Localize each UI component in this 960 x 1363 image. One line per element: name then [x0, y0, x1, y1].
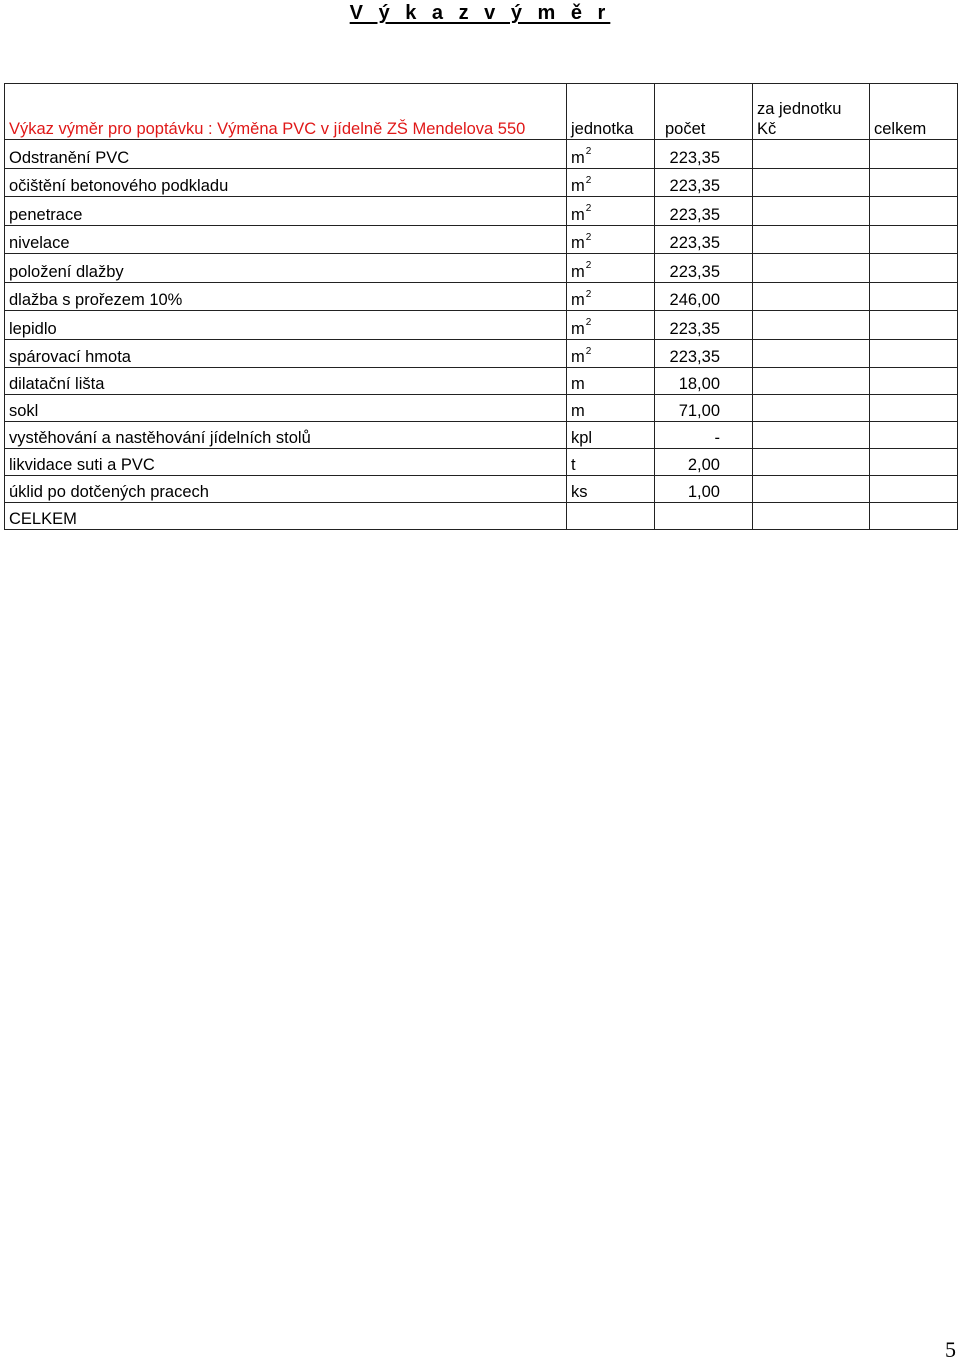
row-unit [567, 476, 655, 503]
row-unit-price [753, 282, 870, 311]
unit-exponent: 2 [585, 288, 592, 300]
row-unit [567, 282, 655, 311]
unit-exponent: 2 [585, 260, 592, 271]
row-unit-price [753, 449, 870, 476]
row-unit-text: m [571, 375, 585, 393]
table-row [5, 368, 958, 395]
footer-total-cell [870, 503, 958, 530]
row-total [870, 225, 958, 254]
row-quantity [655, 254, 753, 283]
row-quantity [655, 395, 753, 422]
header-description: Výkaz výměr pro poptávku : Výměna PVC v jídelně ZŠ Mendelova 550 [5, 84, 567, 140]
row-quantity [655, 282, 753, 311]
table-row [5, 311, 958, 340]
unit-exponent: 2 [585, 203, 592, 214]
row-description [5, 254, 567, 283]
page-number: 5 [945, 1337, 956, 1362]
row-total [870, 368, 958, 395]
row-unit [567, 422, 655, 449]
bill-of-quantities-table [4, 83, 958, 530]
row-unit [567, 197, 655, 226]
row-unit [567, 140, 655, 169]
row-unit [567, 168, 655, 197]
row-unit-text: m [571, 148, 585, 167]
row-description [5, 476, 567, 503]
row-quantity [655, 225, 753, 254]
row-unit-text: m [571, 262, 585, 281]
table-row [5, 225, 958, 254]
row-quantity-text: 223,35 [669, 234, 720, 252]
row-unit [567, 225, 655, 254]
row-description [5, 449, 567, 476]
row-description-text: úklid po dotčených pracech [9, 483, 209, 501]
row-total [870, 449, 958, 476]
row-description-text: spárovací hmota [9, 348, 131, 366]
row-quantity [655, 449, 753, 476]
row-total [870, 197, 958, 226]
row-quantity-text: 246,00 [669, 291, 720, 309]
row-unit-price [753, 225, 870, 254]
row-total [870, 311, 958, 340]
table-row [5, 395, 958, 422]
table-row [5, 339, 958, 368]
row-unit [567, 311, 655, 340]
row-unit [567, 395, 655, 422]
row-description [5, 140, 567, 169]
row-description [5, 168, 567, 197]
row-quantity-text: 2,00 [687, 456, 720, 474]
row-description [5, 422, 567, 449]
row-quantity-text: 18,00 [678, 375, 720, 393]
row-unit-text: m [571, 402, 585, 420]
row-description-text: nivelace [9, 234, 70, 252]
row-description-text: likvidace suti a PVC [9, 456, 155, 474]
row-unit-price [753, 140, 870, 169]
row-unit-text: m [571, 291, 585, 309]
row-description [5, 311, 567, 340]
row-unit [567, 254, 655, 283]
row-quantity-text: 223,35 [669, 319, 720, 338]
row-description-text: položení dlažby [9, 262, 124, 281]
row-description [5, 339, 567, 368]
row-unit-text: ks [571, 483, 588, 501]
header-unit: jednotka [567, 84, 655, 140]
row-quantity-text: 223,35 [669, 262, 720, 281]
table-footer-row [5, 503, 958, 530]
table-row [5, 449, 958, 476]
row-total [870, 140, 958, 169]
row-unit-text: t [571, 456, 576, 474]
row-unit-text: m [571, 319, 585, 338]
row-quantity-text: 1,00 [687, 483, 720, 501]
row-unit [567, 368, 655, 395]
row-quantity [655, 197, 753, 226]
row-description [5, 395, 567, 422]
row-unit-text: m [571, 348, 585, 366]
row-total [870, 168, 958, 197]
row-description-text: penetrace [9, 205, 83, 224]
row-description-text: sokl [9, 402, 39, 420]
header-quantity: počet [655, 84, 753, 140]
header-total: celkem [870, 84, 958, 140]
document-title: V ý k a z v ý m ě r [349, 2, 611, 24]
row-description-text: očištění betonového podkladu [9, 177, 229, 195]
footer-quantity-cell [655, 503, 753, 530]
row-unit-price [753, 311, 870, 340]
table-header-row [5, 84, 958, 140]
row-quantity [655, 476, 753, 503]
row-quantity-text: 223,35 [669, 348, 720, 366]
row-unit-price [753, 422, 870, 449]
row-quantity-text: 223,35 [669, 148, 720, 167]
table-row [5, 197, 958, 226]
row-description [5, 368, 567, 395]
unit-exponent: 2 [585, 345, 592, 357]
row-total [870, 476, 958, 503]
row-quantity-text: - [714, 429, 720, 447]
row-description [5, 225, 567, 254]
row-unit-price [753, 339, 870, 368]
row-description-text: dilatační lišta [9, 375, 105, 393]
row-quantity-text: 223,35 [669, 205, 720, 224]
row-quantity-text: 223,35 [669, 177, 720, 195]
row-total [870, 282, 958, 311]
row-total [870, 254, 958, 283]
unit-exponent: 2 [585, 317, 592, 328]
footer-unit-price-cell [753, 503, 870, 530]
row-quantity [655, 140, 753, 169]
row-quantity [655, 168, 753, 197]
row-description-text: Odstranění PVC [9, 148, 130, 167]
row-quantity [655, 422, 753, 449]
unit-exponent: 2 [585, 231, 592, 243]
row-total [870, 339, 958, 368]
row-description [5, 282, 567, 311]
row-unit-text: m [571, 234, 585, 252]
footer-total-label: CELKEM [5, 503, 567, 530]
row-total [870, 395, 958, 422]
row-unit-price [753, 476, 870, 503]
row-unit-text: m [571, 205, 585, 224]
table-row [5, 282, 958, 311]
table-row [5, 476, 958, 503]
row-unit-text: kpl [571, 429, 593, 447]
table-row [5, 422, 958, 449]
row-description-text: lepidlo [9, 319, 57, 338]
row-unit-price [753, 197, 870, 226]
row-unit-price [753, 254, 870, 283]
row-quantity-text: 71,00 [678, 402, 720, 420]
row-unit-price [753, 368, 870, 395]
unit-exponent: 2 [585, 174, 592, 186]
table-row [5, 254, 958, 283]
row-unit-text: m [571, 177, 585, 195]
row-description-text: vystěhování a nastěhování jídelních stolů [9, 429, 311, 447]
row-quantity [655, 339, 753, 368]
table-row [5, 140, 958, 169]
row-unit-price [753, 395, 870, 422]
row-quantity [655, 368, 753, 395]
header-unit-price: za jednotku Kč [753, 84, 870, 140]
row-total [870, 422, 958, 449]
row-description [5, 197, 567, 226]
row-quantity [655, 311, 753, 340]
row-unit [567, 449, 655, 476]
table-row [5, 168, 958, 197]
unit-exponent: 2 [585, 146, 592, 157]
footer-unit-cell [567, 503, 655, 530]
row-unit [567, 339, 655, 368]
row-unit-price [753, 168, 870, 197]
row-description-text: dlažba s prořezem 10% [9, 291, 183, 309]
